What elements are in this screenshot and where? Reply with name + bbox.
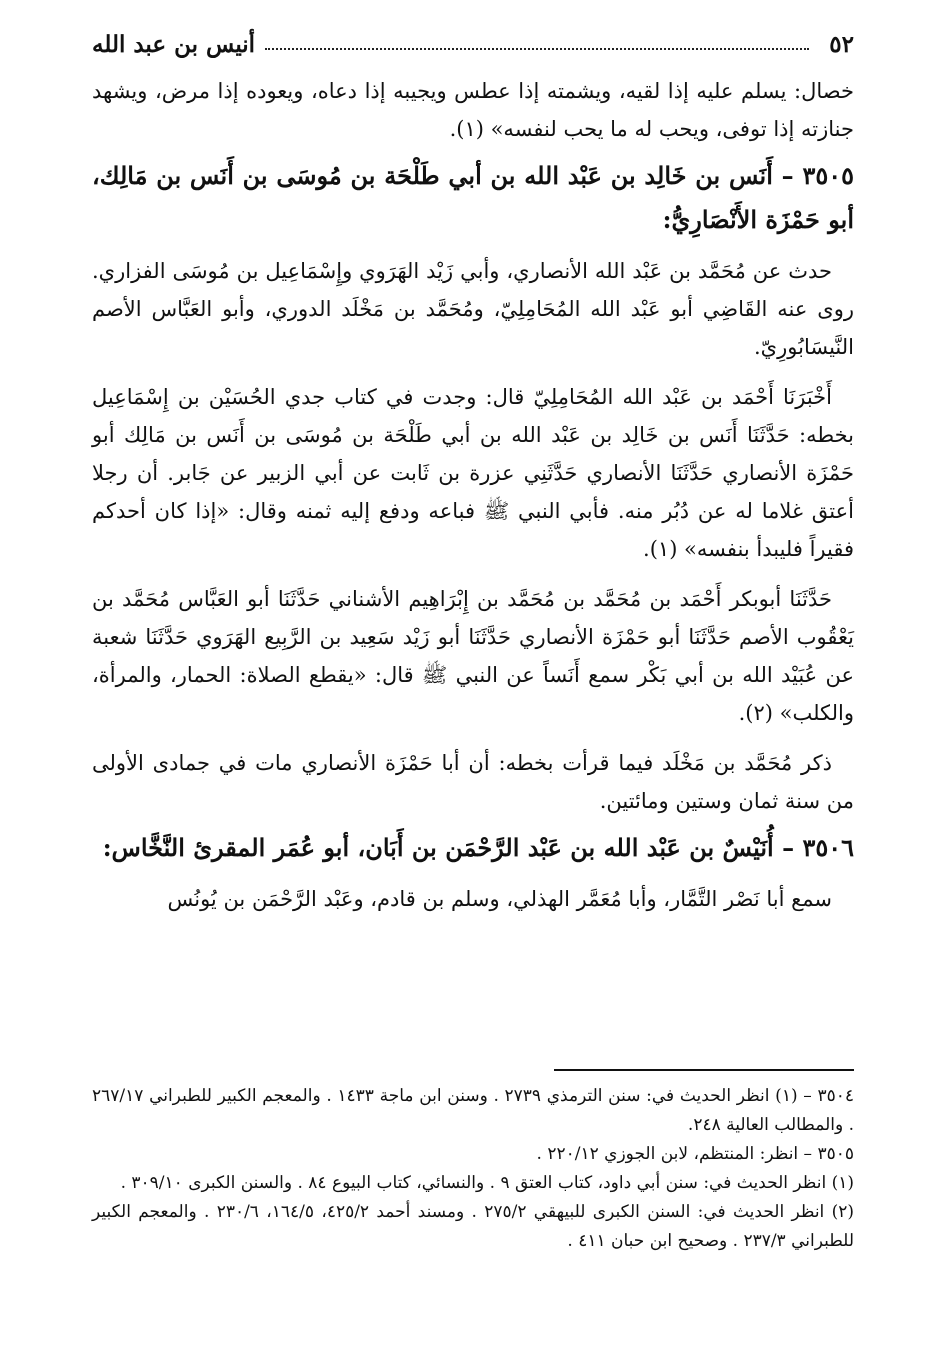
- footnote-3505-1: (١) انظر الحديث في: سنن أبي داود، كتاب العتق ٩ . والنسائي، كتاب البيوع ٨٤ . والسنن الكبرى ٣٠٩/١٠ .: [120, 1173, 854, 1193]
- page-number: ٥٢: [829, 31, 854, 58]
- page-header: [92, 24, 854, 58]
- entry-3505-paragraph-1: حدث عن مُحَمَّد بن عَبْد الله الأنصاري، وأبي زَيْد الهَرَوي وإِسْمَاعِيل بن مُوسَى الفزاري. روى عنه القَاضِي أبو عَبْد الله المُحَامِلِيّ، ومُحَمَّد بن مَخْلَد الدوري، وأبو العَبَّاس الأصم النَّيسَابُورِيّ.: [92, 259, 854, 359]
- footnote-separator: [554, 1069, 854, 1071]
- main-text: [92, 72, 854, 918]
- entry-heading-3506: ٣٥٠٦ – أُنَيْسٌ بن عَبْد الله بن عَبْد الرَّحْمَن بن أَبَان، أبو عُمَر المقرئ النَّخَّاس:: [102, 833, 854, 862]
- entry-heading-3505: ٣٥٠٥ – أَنَس بن خَالِد بن عَبْد الله بن أبي طَلْحَة بن مُوسَى بن أَنَس بن مَالِك، أبو حَمْزَة الأَنْصَارِيُّ:: [92, 161, 854, 234]
- footnote-3505-2: (٢) انظر الحديث في: السنن الكبرى للبيهقي ٢٧٥/٢ . ومسند أحمد ٤٢٥/٢، ١٦٤/٥، ٢٣٠/٦ . والمعجم الكبير للطبراني ٢٣٧/٣ . وصحيح ابن حبان ٤١١ .: [92, 1202, 855, 1251]
- entry-3505-paragraph-2: أَخْبَرَنَا أَحْمَد بن عَبْد الله المُحَامِلِيّ قال: وجدت في كتاب جدي الحُسَيْن بن إِسْمَاعِيل بخطه: حَدَّثَنَا أَنَس بن خَالِد بن عَبْد الله بن أبي طَلْحَة بن مُوسَى بن أَنَس بن مَالِك أبو حَمْزَة الأنصاري حَدَّثَنَا الأنصاري حَدَّثَنِي عزرة بن ثَابت عن أبي الزبير عن جَابر. أن رجلا أعتق غلاما له عن دُبُر منه. فأبي النبي ﷺ فباعه ودفع إليه ثمنه وقال: «إذا كان أحدكم فقيراً فليبدأ بنفسه» (١).: [92, 385, 854, 561]
- footnotes: [92, 1082, 854, 1256]
- continuation-paragraph: خصال: يسلم عليه إذا لقيه، ويشمته إذا عطس ويجيبه إذا دعاه، ويعوده إذا مرض، ويشهد جنازته إذا توفى، ويحب له ما يحب لنفسه» (١).: [92, 79, 854, 141]
- footnote-3505: ٣٥٠٥ – انظر: المنتظم، لابن الجوزي ٢٢٠/١٢ .: [536, 1144, 854, 1164]
- entry-3506-paragraph-1: سمع أبا نَصْر التَّمَّار، وأبا مُعَمَّر الهذلي، وسلم بن قادم، وعَبْد الرَّحْمَن بن يُونُس: [167, 887, 832, 911]
- header-dot-leader: [265, 48, 809, 50]
- entry-3505-paragraph-4: ذكر مُحَمَّد بن مَخْلَد فيما قرأت بخطه: أن أبا حَمْزَة الأنصاري مات في جمادى الأولى من سنة ثمان وستين ومائتين.: [92, 751, 854, 813]
- entry-3505-paragraph-3: حَدَّثَنَا أبوبكر أَحْمَد بن مُحَمَّد بن مُحَمَّد بن إِبْرَاهِيم الأشناني حَدَّثَنَا أبو العَبَّاس مُحَمَّد بن يَعْقُوب الأصم حَدَّثَنَا أبو حَمْزَة الأنصاري حَدَّثَنَا أبو زَيْد سَعِيد بن الرَّبِيع الهَرَوي حَدَّثَنَا شعبة عن عُبَيْد الله بن أبي بَكْر سمع أَنَساً عن النبي ﷺ قال: «يقطع الصلاة: الحمار، والمرأة، والكلب» (٢).: [92, 587, 854, 725]
- footnote-3504: ٣٥٠٤ – (١) انظر الحديث في: سنن الترمذي ٢٧٣٩ . وسنن ابن ماجة ١٤٣٣ . والمعجم الكبير للطبراني ٢٦٧/١٧ . والمطالب العالية ٢٤٨.: [92, 1086, 854, 1135]
- running-title: أنيس بن عبد الله: [92, 31, 256, 58]
